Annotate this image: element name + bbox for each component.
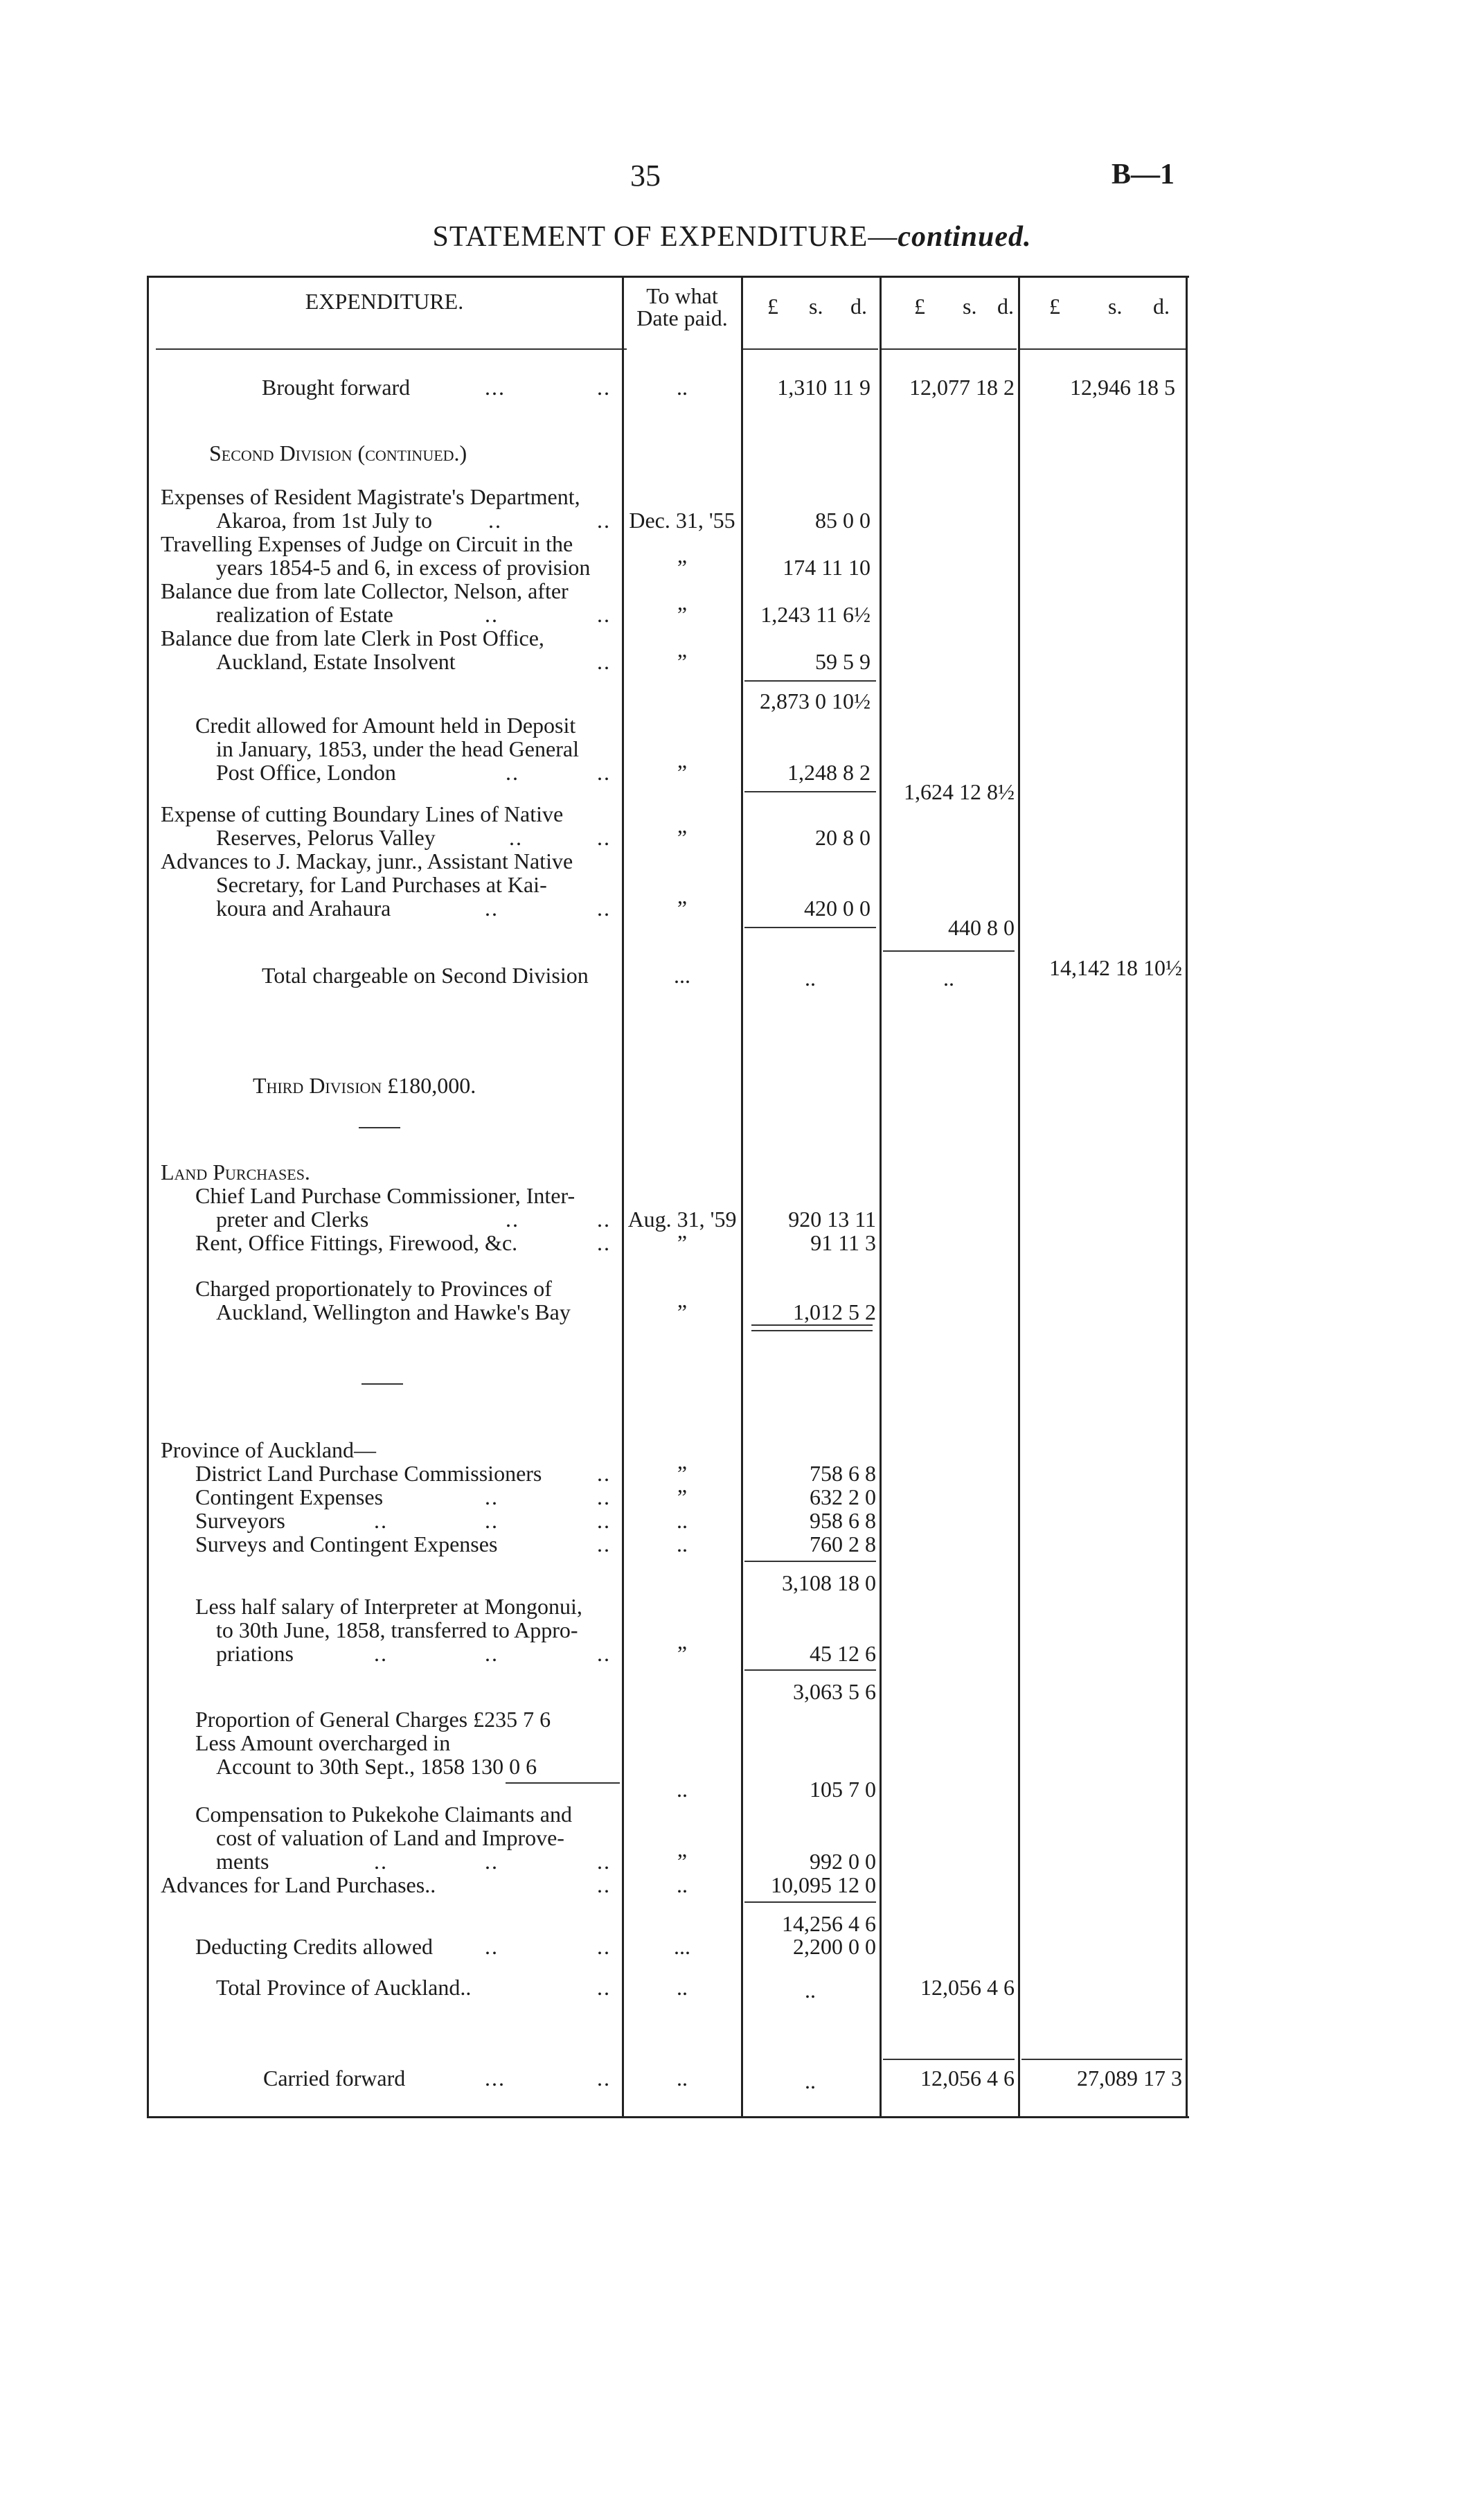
compensation-pukekohe-line-1: Compensation to Pukekohe Claimants and (195, 1802, 572, 1827)
header-bottom-rule-3 (882, 348, 1017, 350)
contingent-expenses-date: ” (677, 1484, 688, 1509)
balance-clerk-line-1: Balance due from late Clerk in Post Office, (161, 625, 544, 650)
total-second-amount-3: 14,142 18 10½ (1049, 955, 1182, 980)
contingent-expenses-amount: 632 2 0 (810, 1484, 876, 1509)
compensation-pukekohe-dots-3: .. (597, 1849, 611, 1874)
district-commissioners-label: District Land Purchase Commissioners (195, 1461, 542, 1486)
surveyors-label: Surveyors (195, 1508, 285, 1533)
surveyors-date: .. (677, 1508, 688, 1533)
second-division-heading: Second Division (continued.) (209, 441, 467, 465)
compensation-pukekohe-dots: .. (374, 1849, 388, 1874)
subtotal-rule-3 (744, 927, 876, 928)
title-continued: continued. (898, 221, 1032, 253)
col-rule-right (1186, 276, 1188, 2118)
boundary-lines-line-2: Reserves, Pelorus Valley (216, 825, 436, 850)
rent-office-amount: 91 11 3 (810, 1230, 876, 1255)
credit-allowed-amount-2: 1,624 12 8½ (904, 779, 1015, 804)
advances-land-label: Advances for Land Purchases.. (161, 1872, 436, 1897)
resident-magistrate-amount: 85 0 0 (815, 508, 871, 533)
advances-mackay-amount-2: 440 8 0 (948, 915, 1015, 940)
balance-collector-dots-2: .. (597, 602, 611, 627)
contingent-expenses-dots: .. (485, 1484, 499, 1509)
resident-magistrate-date: Dec. 31, '55 (629, 508, 735, 533)
contingent-expenses-label: Contingent Expenses (195, 1484, 384, 1509)
col3-shilling-header: s. (1108, 294, 1123, 319)
credit-allowed-dots: .. (506, 760, 519, 785)
subtotal-1-amount: 2,873 0 10½ (760, 689, 871, 713)
third-division-rule (359, 1127, 400, 1128)
district-commissioners-date: ” (677, 1461, 688, 1486)
header-bottom-rule-1 (156, 348, 627, 350)
proportion-general-date: .. (677, 1777, 688, 1802)
chief-commissioner-dots: .. (506, 1207, 519, 1232)
brought-forward-amount-1: 1,310 11 9 (777, 375, 871, 400)
resident-magistrate-dots: .. (488, 508, 502, 533)
district-commissioners-dots: .. (597, 1461, 611, 1486)
deducting-credits-amount: 2,200 0 0 (793, 1934, 876, 1959)
credit-allowed-line-3: Post Office, London (216, 760, 396, 785)
balance-collector-amount: 1,243 11 6½ (760, 602, 871, 627)
surveyors-dots-3: .. (597, 1508, 611, 1533)
total-second-label: Total chargeable on Second Division (262, 963, 589, 988)
col3-pence-header: d. (1153, 294, 1170, 319)
resident-magistrate-line-2: Akaroa, from 1st July to (216, 508, 432, 533)
carried-forward-amount-3: 27,089 17 3 (1077, 2066, 1182, 2091)
brought-forward-dots-2: .. (597, 375, 611, 400)
subtotal-rule-2 (744, 791, 876, 792)
advances-mackay-line-3: koura and Arahaura (216, 896, 391, 921)
credit-allowed-dots-2: .. (597, 760, 611, 785)
carried-rule-3 (1021, 2059, 1182, 2060)
total-second-date: ... (674, 963, 690, 988)
credit-allowed-date: ” (677, 760, 688, 785)
chief-commissioner-date: Aug. 31, '59 (627, 1207, 737, 1232)
brought-forward-amount-3: 12,946 18 5 (1070, 375, 1175, 400)
document-reference: B—1 (1112, 159, 1175, 190)
col-header-date-1: To what (646, 283, 718, 308)
less-half-salary-date: ” (677, 1641, 688, 1666)
carried-forward-date: .. (677, 2066, 688, 2091)
carried-forward-amount-2: 12,056 4 6 (920, 2066, 1015, 2091)
surveys-contingent-date: .. (677, 1532, 688, 1556)
carried-rule-2 (883, 2059, 1015, 2060)
advances-land-date: .. (677, 1872, 688, 1897)
resident-magistrate-line-1: Expenses of Resident Magistrate's Department, (161, 484, 580, 509)
proportion-general-line-1: Proportion of General Charges £235 7 6 (195, 1707, 551, 1732)
deducting-credits-dots: .. (485, 1934, 499, 1959)
compensation-pukekohe-dots-2: .. (485, 1849, 499, 1874)
boundary-lines-date: ” (677, 825, 688, 850)
carried-forward-amount-1: .. (805, 2068, 816, 2093)
chief-commissioner-amount: 920 13 11 (788, 1207, 876, 1232)
charged-proportionately-line-1: Charged proportionately to Provinces of (195, 1276, 552, 1301)
total-second-amount-2: .. (943, 966, 954, 991)
less-half-salary-dots: .. (374, 1641, 388, 1666)
travelling-judge-line-1: Travelling Expenses of Judge on Circuit in the (161, 531, 573, 556)
subtotal-rule-4 (883, 950, 1015, 952)
col2-shilling-header: s. (963, 294, 977, 319)
total-auckland-date: .. (677, 1975, 688, 2000)
carried-forward-label: Carried forward (263, 2066, 406, 2091)
brought-forward-amount-2: 12,077 18 2 (909, 375, 1015, 400)
col-rule-money2 (880, 276, 882, 2118)
charged-proportionately-line-2: Auckland, Wellington and Hawke's Bay (216, 1299, 571, 1324)
rent-office-label: Rent, Office Fittings, Firewood, &c. (195, 1230, 518, 1255)
subtotal-3-amount: 3,063 5 6 (793, 1679, 876, 1704)
compensation-pukekohe-date: ” (677, 1849, 688, 1874)
advances-land-amount: 10,095 12 0 (771, 1872, 876, 1897)
less-half-salary-line-1: Less half salary of Interpreter at Mongonui, (195, 1594, 582, 1619)
resident-magistrate-dots-2: .. (597, 508, 611, 533)
total-auckland-label: Total Province of Auckland.. (216, 1975, 472, 2000)
contingent-expenses-dots-2: .. (597, 1484, 611, 1509)
proportion-rule-a (751, 1324, 873, 1326)
page-title (0, 220, 1464, 254)
page-number: 35 (630, 159, 661, 193)
third-division-heading: Third Division £180,000. (253, 1073, 476, 1098)
total-auckland-dots: .. (597, 1975, 611, 2000)
travelling-judge-line-2: years 1854-5 and 6, in excess of provision (216, 555, 591, 580)
proportion-general-line-3: Account to 30th Sept., 1858 130 0 6 (216, 1754, 537, 1779)
deducting-credits-date: ... (674, 1934, 690, 1959)
brought-forward-label: Brought forward (262, 375, 411, 400)
chief-commissioner-line-1: Chief Land Purchase Commissioner, Inter- (195, 1183, 575, 1208)
credit-allowed-line-2: in January, 1853, under the head General (216, 736, 579, 761)
compensation-pukekohe-amount: 992 0 0 (810, 1849, 876, 1874)
advances-mackay-dots: .. (485, 896, 499, 921)
header-bottom-rule-2 (743, 348, 878, 350)
land-purchases-heading: Land Purchases. (161, 1160, 310, 1184)
deducting-credits-dots-2: .. (597, 1934, 611, 1959)
proportion-general-amount: 105 7 0 (810, 1777, 876, 1802)
carried-forward-dots-2: .. (597, 2066, 611, 2091)
surveyors-dots: .. (374, 1508, 388, 1533)
col1-pound-header: £ (767, 294, 778, 319)
boundary-lines-line-1: Expense of cutting Boundary Lines of Native (161, 801, 564, 826)
charged-proportionately-amount: 1,012 5 2 (793, 1299, 876, 1324)
total-auckland-amount-2: 12,056 4 6 (920, 1975, 1015, 2000)
less-half-salary-dots-2: .. (485, 1641, 499, 1666)
col-rule-left (147, 276, 149, 2118)
travelling-judge-amount: 174 11 10 (783, 555, 871, 580)
compensation-pukekohe-line-3: ments (216, 1849, 269, 1874)
surveyors-dots-2: .. (485, 1508, 499, 1533)
surveys-contingent-amount: 760 2 8 (810, 1532, 876, 1556)
subtotal-rule-6 (744, 1669, 876, 1671)
col-header-date-2: Date paid. (636, 305, 728, 330)
district-commissioners-amount: 758 6 8 (810, 1461, 876, 1486)
boundary-lines-dots-2: .. (597, 825, 611, 850)
brought-forward-date: .. (677, 375, 688, 400)
advances-mackay-amount: 420 0 0 (804, 896, 871, 921)
brought-forward-dots: ... (485, 375, 506, 400)
balance-clerk-dots: .. (597, 649, 611, 674)
advances-mackay-date: ” (677, 896, 688, 921)
table-top-rule (147, 276, 1189, 278)
surveyors-amount: 958 6 8 (810, 1508, 876, 1533)
less-half-salary-dots-3: .. (597, 1641, 611, 1666)
col-header-expenditure: EXPENDITURE. (305, 289, 464, 314)
balance-clerk-date: ” (677, 649, 688, 674)
less-half-salary-line-2: to 30th June, 1858, transferred to Appro- (216, 1617, 578, 1642)
table-bottom-rule (147, 2116, 1189, 2118)
subtotal-4-amount: 14,256 4 6 (782, 1911, 876, 1936)
boundary-lines-amount: 20 8 0 (815, 825, 871, 850)
rent-office-date: ” (677, 1230, 688, 1255)
boundary-lines-dots: .. (509, 825, 523, 850)
col-rule-date (622, 276, 624, 2118)
less-half-salary-line-3: priations (216, 1641, 294, 1666)
subtotal-rule-5 (744, 1561, 876, 1562)
auckland-separator-rule (361, 1383, 403, 1385)
proportion-general-rule (506, 1782, 620, 1784)
surveys-contingent-label: Surveys and Contingent Expenses (195, 1532, 498, 1556)
balance-collector-dots: .. (485, 602, 499, 627)
title-main: STATEMENT OF EXPENDITURE— (432, 221, 898, 253)
proportion-rule-b (751, 1330, 873, 1331)
header-bottom-rule-4 (1020, 348, 1186, 350)
surveys-contingent-dots: .. (597, 1532, 611, 1556)
advances-mackay-line-1: Advances to J. Mackay, junr., Assistant Native (161, 849, 573, 873)
proportion-general-line-2: Less Amount overcharged in (195, 1730, 451, 1755)
less-half-salary-amount: 45 12 6 (810, 1641, 876, 1666)
carried-forward-dots: ... (485, 2066, 506, 2091)
charged-proportionately-date: ” (677, 1299, 688, 1324)
subtotal-2-amount: 3,108 18 0 (782, 1570, 876, 1595)
col2-pence-header: d. (997, 294, 1014, 319)
balance-collector-line-1: Balance due from late Collector, Nelson, after (161, 578, 569, 603)
province-auckland-heading: Province of Auckland— (161, 1437, 377, 1462)
balance-collector-line-2: realization of Estate (216, 602, 393, 627)
col-rule-money3 (1018, 276, 1020, 2118)
col3-pound-header: £ (1049, 294, 1060, 319)
col1-pence-header: d. (850, 294, 867, 319)
balance-collector-date: ” (677, 602, 688, 627)
rent-office-dots: .. (597, 1230, 611, 1255)
chief-commissioner-dots-2: .. (597, 1207, 611, 1232)
credit-allowed-line-1: Credit allowed for Amount held in Deposit (195, 713, 576, 738)
deducting-credits-label: Deducting Credits allowed (195, 1934, 434, 1959)
advances-mackay-line-2: Secretary, for Land Purchases at Kai- (216, 872, 547, 897)
subtotal-rule-1 (744, 680, 876, 682)
total-second-amount-1: .. (805, 966, 816, 991)
col1-shilling-header: s. (809, 294, 823, 319)
total-auckland-amount-1: .. (805, 1978, 816, 2003)
subtotal-rule-7 (744, 1901, 876, 1903)
balance-clerk-amount: 59 5 9 (815, 649, 871, 674)
travelling-judge-date: ” (677, 555, 688, 580)
col-rule-money1 (741, 276, 743, 2118)
credit-allowed-amount: 1,248 8 2 (787, 760, 871, 785)
advances-land-dots: .. (597, 1872, 611, 1897)
advances-mackay-dots-2: .. (597, 896, 611, 921)
balance-clerk-line-2: Auckland, Estate Insolvent (216, 649, 456, 674)
chief-commissioner-line-2: preter and Clerks (216, 1207, 369, 1232)
col2-pound-header: £ (914, 294, 925, 319)
compensation-pukekohe-line-2: cost of valuation of Land and Improve- (216, 1825, 564, 1850)
